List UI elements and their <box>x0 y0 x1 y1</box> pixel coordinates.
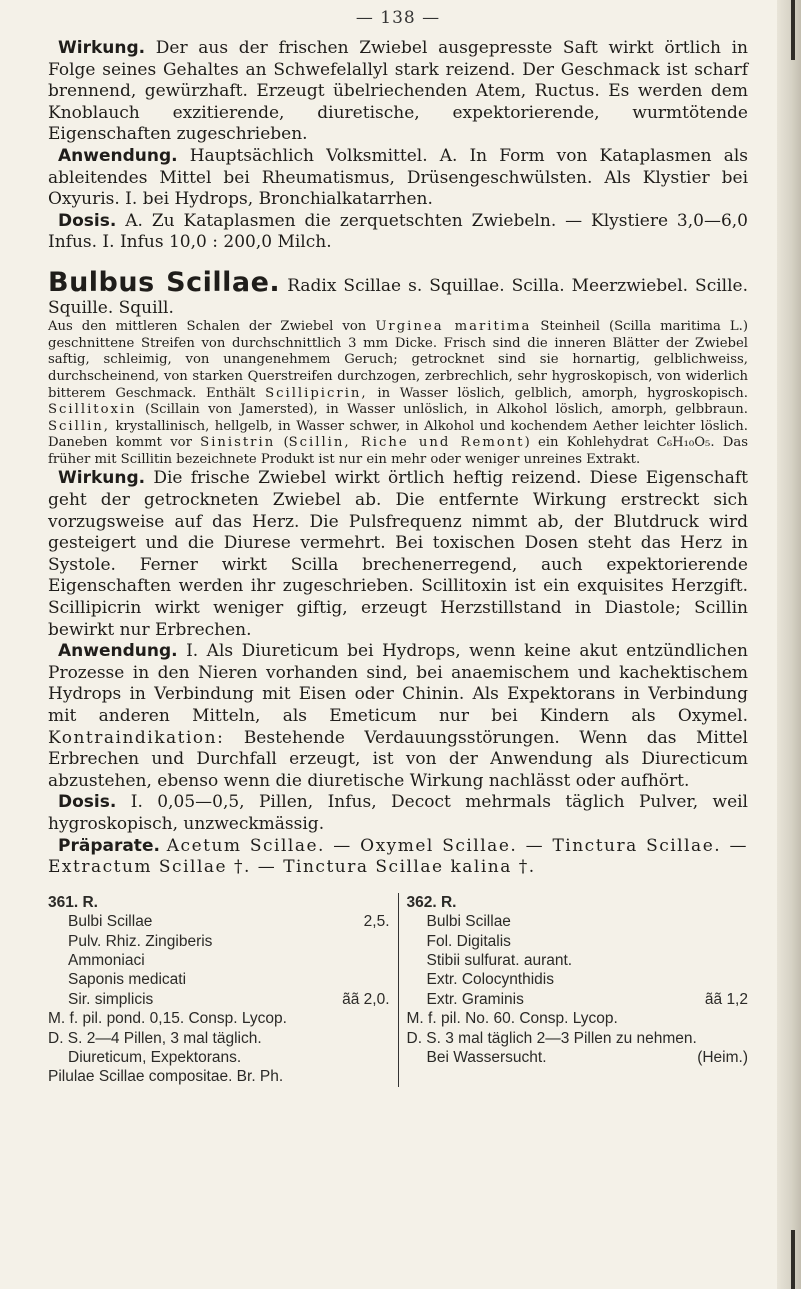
sinistrin-term: Sinistrin <box>200 435 276 451</box>
bulbus-wirkung-text: Die frische Zwiebel wirkt örtlich heftig reizend. Diese Eigenschaft geht der getrockneten Zwiebel ab. Die entfernte Wirkung erstreckt sich vorzugsweise auf das Herz. Die Pulsfrequenz nimmt ab, der Blutdruck wird gesteigert und die Diurese vermehrt. Bei toxischen Dosen steht das Herz in Systole. Ferner wirkt Scilla brechenerregend, auch expektorierende Eigenschaften werden ihr zugeschrieben. Scillitoxin ist ein exquisites Herzgift. Scillipicrin wirkt weniger giftig, erzeugt Herzstillstand in Diastole; Scillin bewirkt nur Erbrechen. <box>48 468 748 640</box>
scillitoxin-term: Scillitoxin <box>48 402 137 418</box>
ingredient: Extr. Graminis <box>426 990 524 1008</box>
scillin-term: Scillin, <box>48 418 110 434</box>
recipe-line <box>48 912 390 931</box>
desc-text-3: in Wasser löslich, gelblich, amorph, hygroskopisch. <box>377 385 748 401</box>
bulbus-wirkung-heading: Wirkung. <box>58 468 146 489</box>
scillin-riche-term: Scillin, Riche und Remont <box>288 435 525 451</box>
desc-text-1: Aus den mittleren Schalen der Zwiebel von <box>48 319 367 335</box>
bulbus-praeparate-heading: Präparate. <box>58 835 160 856</box>
bulbus-wirkung-paragraph <box>48 468 748 641</box>
bulbus-praeparate-text: Acetum Scillae. — Oxymel Scillae. — Tinctura Scillae. — Extractum Scillae †. — Tinctura Scillae kalina †. <box>48 835 748 878</box>
bulbus-dosis-paragraph <box>48 792 748 835</box>
recipe-line <box>407 1048 749 1067</box>
bulbus-synonyms: Radix Scillae s. Squillae. Scilla. Meerzwiebel. Scille. Squille. Squill. <box>48 275 748 318</box>
bulbus-title-paragraph <box>48 266 748 319</box>
bulbus-anwendung-text-2: Bestehende Verdauungsstörungen. Wenn das Mittel Erbrechen und Durchfall erzeugt, ist von der Anwendung als Diurecticum abzustehen, ebenso wenn die diuretische Wirkung nachlässt oder aufhört. <box>48 727 748 791</box>
bulbus-anwendung-text-1: I. Als Diureticum bei Hydrops, wenn keine akut entzündlichen Prozesse in den Nieren vorhanden sind, bei anaemischem und kachektischem Hydrops in Verbindung mit Eisen oder Chinin. Als Expektorans in Verbindung mit anderen Mitteln, als Emeticum nur bei Kindern als Oxymel. <box>48 641 748 726</box>
intro-anwendung-heading: Anwendung. <box>58 145 178 166</box>
urginea-name: Urginea maritima <box>375 319 532 335</box>
ingredient-amount: ãã 1,2 <box>704 990 748 1008</box>
bulbus-anwendung-heading: Anwendung. <box>58 641 178 662</box>
page-number: — 138 — <box>355 8 441 28</box>
recipe-columns <box>48 893 748 1087</box>
recipe-source: Pilulae Scillae compositae. Br. Ph. <box>48 1068 284 1086</box>
intro-dosis-paragraph <box>48 211 748 254</box>
document-page <box>48 8 748 1087</box>
ingredient: Bulbi Scillae <box>68 913 153 931</box>
desc-text-6a: ( <box>283 435 289 451</box>
ingredient: Fol. Digitalis <box>426 932 511 950</box>
scillipicrin-term: Scillipicrin, <box>265 385 368 401</box>
intro-dosis-text: A. Zu Kataplasmen die zerquetschten Zwiebeln. — Klystiere 3,0—6,0 Infus. I. Infus 10,0 : 200,0 Milch. <box>48 210 749 253</box>
recipe-indication: Diureticum, Expektorans. <box>68 1049 242 1066</box>
kontraindikation-label: Kontraindikation: <box>48 727 225 748</box>
edge-mark <box>791 1230 795 1289</box>
intro-anwendung-paragraph <box>48 146 748 211</box>
bulbus-description <box>48 319 748 468</box>
recipe-signa: D. S. 2—4 Pillen, 3 mal täglich. <box>48 1029 262 1047</box>
ingredient: Extr. Colocynthidis <box>426 971 554 989</box>
desc-text-6b: ) ein Kohlehydrat C₆H₁₀O₅. Das früher mit Scillitin bezeichnete Produkt ist nur ein mehr oder weniger unreines Extrakt. <box>48 435 748 467</box>
bulbus-dosis-heading: Dosis. <box>58 792 117 813</box>
ingredient: Saponis medicati <box>68 971 187 989</box>
ingredient: Bulbi Scillae <box>426 913 511 931</box>
recipe-indication: Bei Wassersucht. <box>426 1049 547 1066</box>
intro-dosis-heading: Dosis. <box>58 210 117 231</box>
bulbus-anwendung-paragraph <box>48 641 748 792</box>
intro-wirkung-paragraph <box>48 38 748 146</box>
ingredient-amount: ãã 2,0. <box>342 990 390 1008</box>
desc-text-5: krystallinisch, hellgelb, in Wasser schwer, in Alkohol und kochendem Aether leichter löslich. Daneben kommt vor <box>48 418 748 451</box>
recipe-361 <box>48 893 399 1087</box>
recipe-line <box>407 990 749 1009</box>
intro-wirkung-heading: Wirkung. <box>58 38 146 58</box>
recipe-line <box>48 990 390 1009</box>
desc-text-4: (Scillain von Jamersted), in Wasser unlöslich, in Alkohol löslich, amorph, gelbbraun. <box>145 402 748 418</box>
desc-text-2: Steinheil (Scilla maritima L.) geschnittene Streifen von durchschnittlich 3 mm Dicke. Frisch sind die inneren Blätter der Zwiebel saftig, schleimig, von unangenehmem Geruch; getrocknet sind sie hornartig, gelblichweiss, durchscheinend, von starken Querstreifen durchzogen, zerbrechlich, sehr hygroskopisch, von widerlich bitterem Geschmack. Enthält <box>48 319 748 401</box>
intro-wirkung-text: Der aus der frischen Zwiebel ausgepresste Saft wirkt örtlich in Folge seines Gehaltes an Schwefelallyl stark reizend. Der Geschmack ist scharf brennend, gewürzhaft. Erzeugt übelriechenden Atem, Ructus. Es werden dem Knoblauch exzitierende, diuretische, expektorierende, wurmtötende Eigenschaften zugeschrieben. <box>48 38 748 145</box>
recipe-source: (Heim.) <box>697 1049 748 1066</box>
intro-anwendung-text: Hauptsächlich Volksmittel. A. In Form von Kataplasmen als ableitendes Mittel bei Rheumatismus, Drüsengeschwülsten. Als Klystier bei Oxyuris. I. bei Hydrops, Bronchialkatarrhen. <box>48 145 749 210</box>
recipe-362 <box>399 893 749 1087</box>
recipe-number: 361. R. <box>48 893 98 911</box>
ingredient: Pulv. Rhiz. Zingiberis <box>68 932 213 950</box>
recipe-instruction: M. f. pil. pond. 0,15. Consp. Lycop. <box>48 1010 287 1028</box>
page-edge <box>777 0 801 1289</box>
recipe-instruction: M. f. pil. No. 60. Consp. Lycop. <box>406 1010 618 1028</box>
edge-mark <box>791 0 795 60</box>
bulbus-title: Bulbus Scillae. <box>48 266 281 298</box>
ingredient-amount: 2,5. <box>363 913 390 931</box>
bulbus-dosis-text: I. 0,05—0,5, Pillen, Infus, Decoct mehrmals täglich Pulver, weil hygroskopisch, unzweckmässig. <box>48 792 748 834</box>
ingredient: Stibii sulfurat. aurant. <box>426 951 573 969</box>
recipe-number: 362. R. <box>406 893 457 911</box>
ingredient: Ammoniaci <box>68 951 145 969</box>
ingredient: Sir. simplicis <box>68 990 154 1008</box>
bulbus-praeparate-paragraph <box>48 836 748 879</box>
recipe-signa: D. S. 3 mal täglich 2—3 Pillen zu nehmen. <box>406 1029 697 1047</box>
